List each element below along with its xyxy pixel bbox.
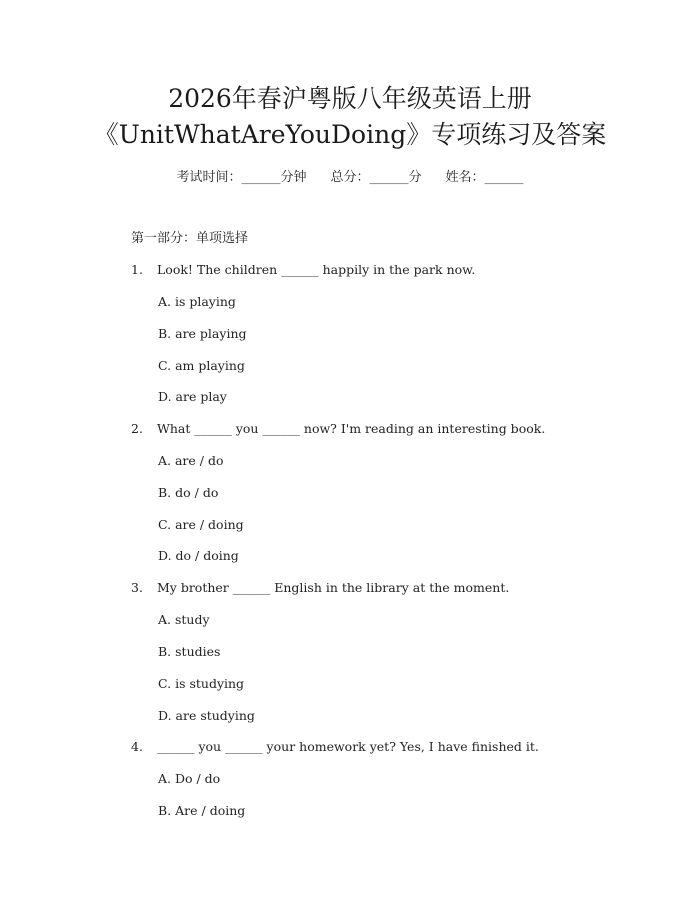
question-1-option-c: C. am playing xyxy=(158,358,245,373)
exam-score-field: 总分：______分 xyxy=(330,170,422,185)
question-4 xyxy=(131,737,611,757)
exam-time-field: 考试时间：______分钟 xyxy=(176,170,307,185)
question-4-option-a: A. Do / do xyxy=(158,771,221,786)
question-number: 4. xyxy=(131,739,143,754)
question-2-option-d: D. do / doing xyxy=(158,548,239,563)
question-text: What ______ you ______ now? I'm reading an interesting book. xyxy=(157,421,546,436)
question-3-option-b: B. studies xyxy=(158,644,221,659)
question-2-option-c: C. are / doing xyxy=(158,517,244,532)
question-1-option-b: B. are playing xyxy=(158,326,247,341)
question-1-option-d: D. are play xyxy=(158,389,227,404)
question-number: 3. xyxy=(131,580,143,595)
document-title-line-1: 2026年春沪粤版八年级英语上册 xyxy=(168,84,532,113)
question-3-option-d: D. are studying xyxy=(158,708,255,723)
question-number: 1. xyxy=(131,262,143,277)
exam-info xyxy=(0,168,700,188)
question-3-option-c: C. is studying xyxy=(158,676,245,691)
question-text: My brother ______ English in the library at the moment. xyxy=(157,580,510,595)
question-1-option-a: A. is playing xyxy=(158,294,236,309)
question-text: ______ you ______ your homework yet? Yes, I have finished it. xyxy=(157,739,539,754)
question-text: Look! The children ______ happily in the park now. xyxy=(157,262,476,277)
question-4-option-b: B. Are / doing xyxy=(158,803,246,818)
question-3 xyxy=(131,578,611,598)
question-1 xyxy=(131,260,611,280)
question-number: 2. xyxy=(131,421,143,436)
question-3-option-a: A. study xyxy=(158,612,210,627)
document-title-line-2: 《UnitWhatAreYouDoing》专项练习及答案 xyxy=(93,120,607,149)
question-2-option-b: B. do / do xyxy=(158,485,219,500)
section-title: 第一部分：单项选择 xyxy=(131,231,249,246)
question-2-option-a: A. are / do xyxy=(158,453,224,468)
question-2 xyxy=(131,419,611,439)
exam-name-field: 姓名：______ xyxy=(445,170,524,185)
